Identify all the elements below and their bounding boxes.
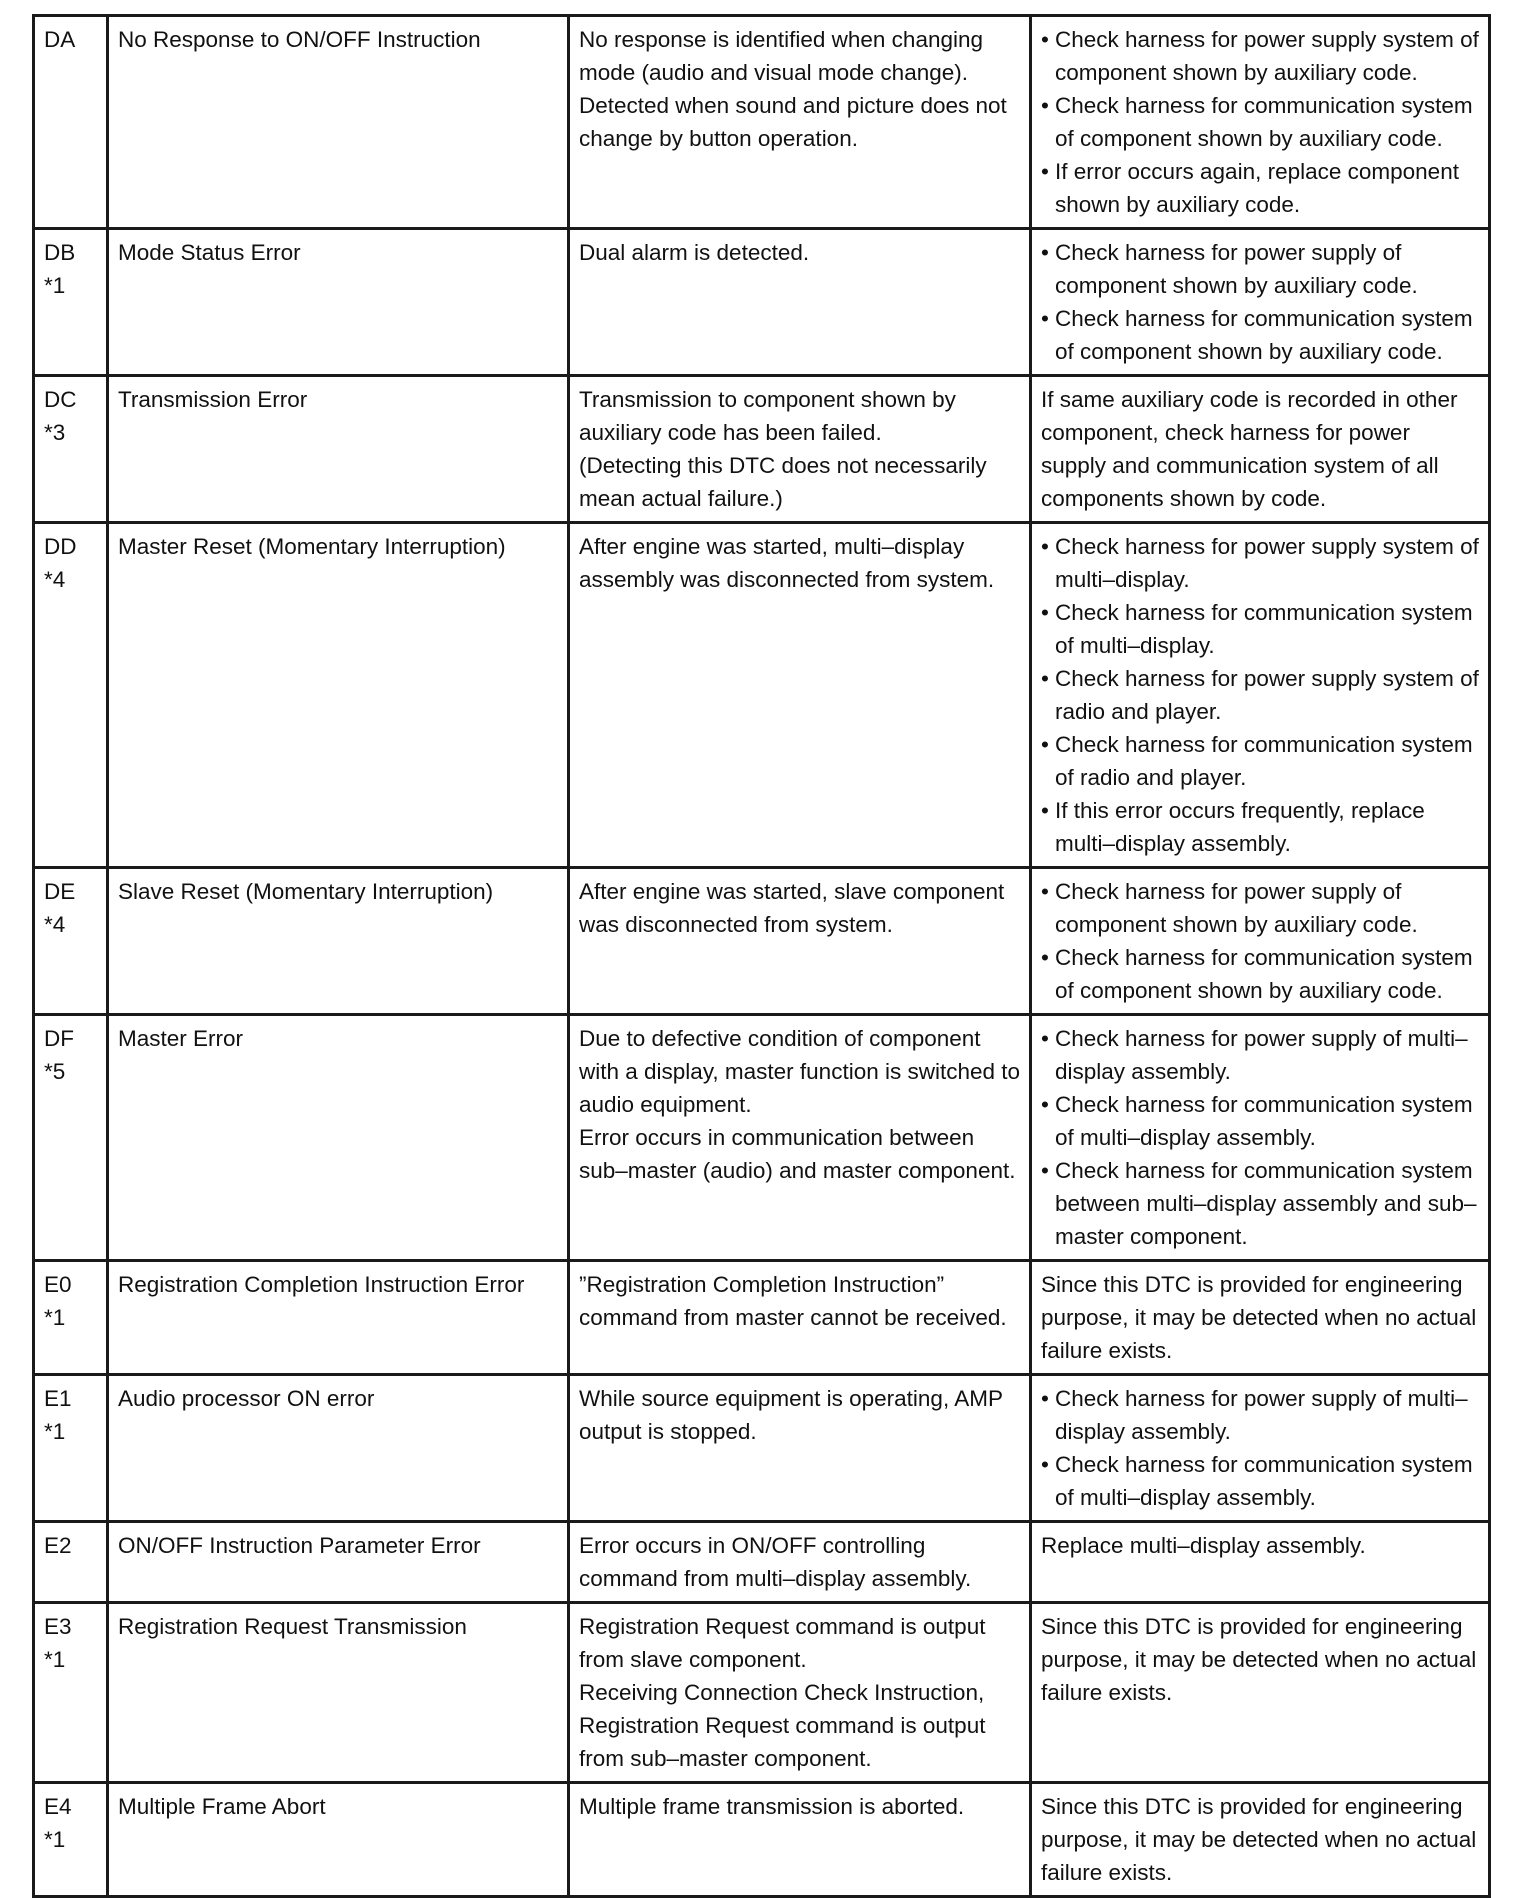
detection-condition-text: Error occurs in communication between sub–master (audio) and master component. — [579, 1125, 1016, 1183]
trouble-area-cell — [1031, 1015, 1490, 1261]
table-row — [34, 523, 1490, 868]
detection-condition-cell — [569, 1015, 1031, 1261]
detection-condition-cell — [569, 376, 1031, 523]
detection-item: ON/OFF Instruction Parameter Error — [118, 1533, 481, 1558]
table-row — [34, 229, 1490, 376]
detection-condition-cell — [569, 229, 1031, 376]
trouble-area-text: Replace multi–display assembly. — [1041, 1533, 1366, 1558]
dtc-code-cell — [34, 523, 108, 868]
dtc-code: DB — [44, 240, 76, 265]
dtc-code: DA — [44, 27, 76, 52]
dtc-code-cell — [34, 376, 108, 523]
trouble-area-bullet: • Check harness for communication system of multi–display. — [1041, 596, 1480, 662]
detection-condition-cell — [569, 1522, 1031, 1603]
trouble-area-bullet: • Check harness for communication system of component shown by auxiliary code. — [1041, 941, 1480, 1007]
trouble-area-bullet: • Check harness for communication system between multi–display assembly and sub–master component. — [1041, 1154, 1480, 1253]
detection-item: Mode Status Error — [118, 240, 301, 265]
detection-item-cell — [108, 376, 569, 523]
detection-condition-cell — [569, 1603, 1031, 1783]
dtc-code: DD — [44, 534, 77, 559]
detection-condition-text: (Detecting this DTC does not necessarily mean actual failure.) — [579, 453, 987, 511]
detection-condition-cell — [569, 1375, 1031, 1522]
detection-condition-text: No response is identified when changing mode (audio and visual mode change). — [579, 27, 984, 85]
detection-item-cell — [108, 1603, 569, 1783]
trouble-area-bullet: • If error occurs again, replace component shown by auxiliary code. — [1041, 155, 1480, 221]
detection-item: Master Error — [118, 1026, 244, 1051]
detection-item: Transmission Error — [118, 387, 308, 412]
detection-condition-cell — [569, 868, 1031, 1015]
dtc-code-cell — [34, 1375, 108, 1522]
detection-item-cell — [108, 1783, 569, 1897]
trouble-area-cell — [1031, 1522, 1490, 1603]
detection-item: Multiple Frame Abort — [118, 1794, 326, 1819]
detection-item: Master Reset (Momentary Interruption) — [118, 534, 506, 559]
trouble-area-bullet: • Check harness for power supply of multi–display assembly. — [1041, 1022, 1480, 1088]
detection-condition-cell — [569, 16, 1031, 229]
detection-item-cell — [108, 1522, 569, 1603]
detection-condition-text: Dual alarm is detected. — [579, 240, 810, 265]
trouble-area-cell — [1031, 1783, 1490, 1897]
detection-condition-cell — [569, 1783, 1031, 1897]
dtc-code: DE — [44, 879, 76, 904]
dtc-code: E1 — [44, 1386, 72, 1411]
detection-condition-text: Due to defective condition of component with a display, master function is switched to audio equipment. — [579, 1026, 1021, 1117]
dtc-code-cell — [34, 1522, 108, 1603]
trouble-area-text: Since this DTC is provided for engineering purpose, it may be detected when no actual failure exists. — [1041, 1794, 1477, 1885]
detection-condition-text: Detected when sound and picture does not change by button operation. — [579, 93, 1007, 151]
detection-item-cell — [108, 1375, 569, 1522]
dtc-code-cell — [34, 1783, 108, 1897]
trouble-area-bullet: • Check harness for power supply system of component shown by auxiliary code. — [1041, 23, 1480, 89]
dtc-footnote-mark: *1 — [44, 1419, 66, 1444]
dtc-code-cell — [34, 1603, 108, 1783]
trouble-area-cell — [1031, 1261, 1490, 1375]
trouble-area-bullet: • Check harness for communication system of multi–display assembly. — [1041, 1088, 1480, 1154]
detection-item-cell — [108, 1261, 569, 1375]
detection-condition-text: After engine was started, multi–display assembly was disconnected from system. — [579, 534, 995, 592]
detection-item-cell — [108, 1015, 569, 1261]
detection-condition-cell — [569, 523, 1031, 868]
dtc-code: DF — [44, 1026, 74, 1051]
table-row — [34, 868, 1490, 1015]
detection-condition-text: Transmission to component shown by auxiliary code has been failed. — [579, 387, 956, 445]
trouble-area-text: Since this DTC is provided for engineering purpose, it may be detected when no actual failure exists. — [1041, 1272, 1477, 1363]
detection-item-cell — [108, 868, 569, 1015]
trouble-area-cell — [1031, 16, 1490, 229]
trouble-area-text: Since this DTC is provided for engineering purpose, it may be detected when no actual failure exists. — [1041, 1614, 1477, 1705]
dtc-footnote-mark: *3 — [44, 420, 66, 445]
detection-condition-text: Error occurs in ON/OFF controlling command from multi–display assembly. — [579, 1533, 972, 1591]
trouble-area-bullet: • If this error occurs frequently, replace multi–display assembly. — [1041, 794, 1480, 860]
table-row — [34, 1783, 1490, 1897]
dtc-code: E4 — [44, 1794, 72, 1819]
dtc-footnote-mark: *4 — [44, 567, 66, 592]
trouble-area-text: If same auxiliary code is recorded in other component, check harness for power supply and communication system of all components shown by code. — [1041, 387, 1458, 511]
trouble-area-bullet: • Check harness for communication system of radio and player. — [1041, 728, 1480, 794]
dtc-code: E2 — [44, 1533, 72, 1558]
table-row — [34, 1261, 1490, 1375]
trouble-area-bullet: • Check harness for power supply of component shown by auxiliary code. — [1041, 875, 1480, 941]
dtc-footnote-mark: *1 — [44, 1647, 66, 1672]
detection-condition-text: Multiple frame transmission is aborted. — [579, 1794, 965, 1819]
detection-condition-text: Registration Request command is output from slave component. — [579, 1614, 986, 1672]
trouble-area-bullet: • Check harness for communication system of component shown by auxiliary code. — [1041, 89, 1480, 155]
detection-condition-text: After engine was started, slave component was disconnected from system. — [579, 879, 1005, 937]
dtc-code: E0 — [44, 1272, 72, 1297]
dtc-footnote-mark: *4 — [44, 912, 66, 937]
detection-item-cell — [108, 229, 569, 376]
dtc-code-cell — [34, 1015, 108, 1261]
dtc-table-body — [34, 16, 1490, 1897]
dtc-footnote-mark: *1 — [44, 1305, 66, 1330]
detection-condition-text: Receiving Connection Check Instruction, Registration Request command is output from sub–master component. — [579, 1680, 986, 1771]
trouble-area-cell — [1031, 868, 1490, 1015]
detection-item-cell — [108, 523, 569, 868]
trouble-area-bullet: • Check harness for communication system of multi–display assembly. — [1041, 1448, 1480, 1514]
detection-condition-text: While source equipment is operating, AMP output is stopped. — [579, 1386, 1003, 1444]
trouble-area-bullet: • Check harness for power supply of component shown by auxiliary code. — [1041, 236, 1480, 302]
table-row — [34, 1375, 1490, 1522]
table-row — [34, 1603, 1490, 1783]
dtc-footnote-mark: *1 — [44, 273, 66, 298]
trouble-area-bullet: • Check harness for communication system of component shown by auxiliary code. — [1041, 302, 1480, 368]
dtc-code-cell — [34, 16, 108, 229]
detection-item: Audio processor ON error — [118, 1386, 375, 1411]
trouble-area-bullet: • Check harness for power supply of multi–display assembly. — [1041, 1382, 1480, 1448]
dtc-footnote-mark: *1 — [44, 1827, 66, 1852]
detection-item: Registration Request Transmission — [118, 1614, 467, 1639]
dtc-code: E3 — [44, 1614, 72, 1639]
trouble-area-cell — [1031, 1375, 1490, 1522]
trouble-area-bullet: • Check harness for power supply system of radio and player. — [1041, 662, 1480, 728]
detection-condition-cell — [569, 1261, 1031, 1375]
detection-item: Slave Reset (Momentary Interruption) — [118, 879, 494, 904]
trouble-area-cell — [1031, 1603, 1490, 1783]
dtc-table — [32, 14, 1491, 1898]
detection-condition-text: ”Registration Completion Instruction” command from master cannot be received. — [579, 1272, 1007, 1330]
trouble-area-bullet: • Check harness for power supply system of multi–display. — [1041, 530, 1480, 596]
dtc-code: DC — [44, 387, 77, 412]
detection-item-cell — [108, 16, 569, 229]
trouble-area-cell — [1031, 376, 1490, 523]
table-row — [34, 1522, 1490, 1603]
dtc-code-cell — [34, 1261, 108, 1375]
table-row — [34, 376, 1490, 523]
trouble-area-cell — [1031, 523, 1490, 868]
trouble-area-cell — [1031, 229, 1490, 376]
dtc-footnote-mark: *5 — [44, 1059, 66, 1084]
dtc-code-cell — [34, 229, 108, 376]
detection-item: No Response to ON/OFF Instruction — [118, 27, 481, 52]
detection-item: Registration Completion Instruction Error — [118, 1272, 525, 1297]
table-row — [34, 1015, 1490, 1261]
table-row — [34, 16, 1490, 229]
dtc-code-cell — [34, 868, 108, 1015]
